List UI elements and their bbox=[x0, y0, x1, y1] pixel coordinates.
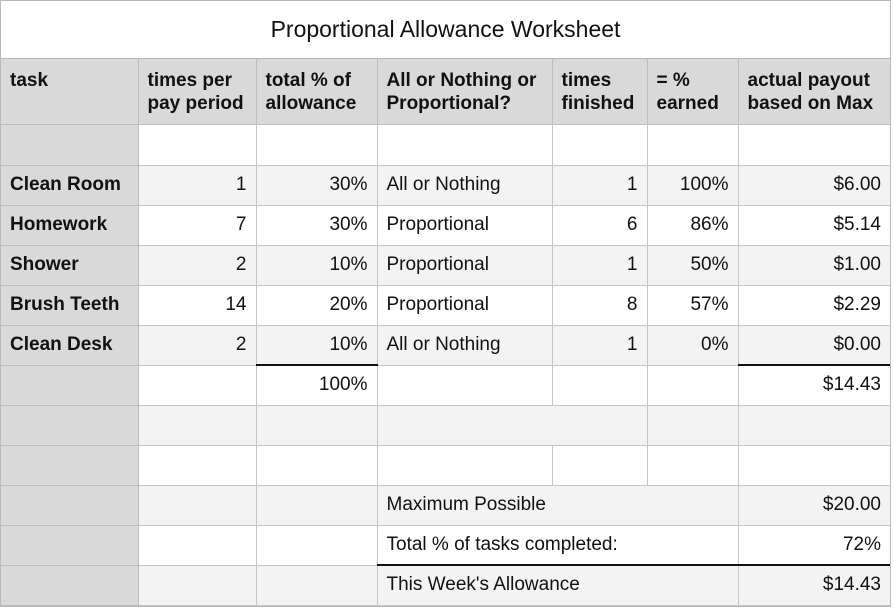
task-cell[interactable]: Clean Desk bbox=[1, 325, 138, 365]
cell[interactable] bbox=[138, 405, 256, 445]
cell[interactable] bbox=[138, 525, 256, 565]
times-cell[interactable]: 7 bbox=[138, 205, 256, 245]
type-cell[interactable]: All or Nothing bbox=[377, 165, 552, 205]
cell[interactable] bbox=[138, 124, 256, 165]
pct-cell[interactable]: 10% bbox=[256, 325, 377, 365]
summary-label[interactable]: This Week's Allowance bbox=[377, 565, 738, 605]
type-cell[interactable]: Proportional bbox=[377, 245, 552, 285]
cell[interactable] bbox=[256, 405, 377, 445]
row-header-cell[interactable] bbox=[1, 124, 138, 165]
cell[interactable] bbox=[256, 445, 377, 485]
earned-cell[interactable]: 100% bbox=[647, 165, 738, 205]
table-row bbox=[1, 285, 890, 325]
sheet-title: Proportional Allowance Worksheet bbox=[1, 1, 890, 59]
header-times-per-pay-period[interactable]: times per pay period bbox=[138, 59, 256, 124]
payout-cell[interactable]: $5.14 bbox=[738, 205, 890, 245]
row-header-cell[interactable] bbox=[1, 565, 138, 605]
cell[interactable] bbox=[138, 485, 256, 525]
header-task[interactable]: task bbox=[1, 59, 138, 124]
row-header-cell[interactable] bbox=[1, 525, 138, 565]
summary-value[interactable]: $14.43 bbox=[738, 565, 890, 605]
finished-cell[interactable]: 6 bbox=[552, 205, 647, 245]
summary-row bbox=[1, 485, 890, 525]
earned-cell[interactable]: 0% bbox=[647, 325, 738, 365]
cell[interactable] bbox=[647, 405, 738, 445]
table-row bbox=[1, 245, 890, 285]
header-percent-earned[interactable]: = % earned bbox=[647, 59, 738, 124]
summary-row bbox=[1, 565, 890, 605]
cell[interactable] bbox=[377, 124, 552, 165]
finished-cell[interactable]: 1 bbox=[552, 325, 647, 365]
row-header-cell[interactable] bbox=[1, 445, 138, 485]
table-row bbox=[1, 325, 890, 365]
task-cell[interactable]: Homework bbox=[1, 205, 138, 245]
payout-cell[interactable]: $0.00 bbox=[738, 325, 890, 365]
cell[interactable] bbox=[256, 124, 377, 165]
cell[interactable] bbox=[138, 565, 256, 605]
summary-label[interactable]: Total % of tasks completed: bbox=[377, 525, 738, 565]
earned-cell[interactable]: 57% bbox=[647, 285, 738, 325]
times-cell[interactable]: 2 bbox=[138, 245, 256, 285]
pct-cell[interactable]: 10% bbox=[256, 245, 377, 285]
times-cell[interactable]: 1 bbox=[138, 165, 256, 205]
row-header-cell[interactable] bbox=[1, 365, 138, 405]
cell[interactable] bbox=[647, 445, 738, 485]
type-cell[interactable]: Proportional bbox=[377, 205, 552, 245]
cell[interactable] bbox=[552, 445, 647, 485]
cell[interactable] bbox=[647, 365, 738, 405]
cell[interactable] bbox=[552, 365, 647, 405]
summary-row bbox=[1, 525, 890, 565]
allowance-table bbox=[1, 59, 890, 606]
task-cell[interactable]: Brush Teeth bbox=[1, 285, 138, 325]
times-cell[interactable]: 14 bbox=[138, 285, 256, 325]
pct-cell[interactable]: 30% bbox=[256, 205, 377, 245]
cell[interactable] bbox=[138, 365, 256, 405]
payout-cell[interactable]: $6.00 bbox=[738, 165, 890, 205]
totals-row bbox=[1, 365, 890, 405]
payout-cell[interactable]: $2.29 bbox=[738, 285, 890, 325]
pct-cell[interactable]: 30% bbox=[256, 165, 377, 205]
table-row bbox=[1, 165, 890, 205]
finished-cell[interactable]: 1 bbox=[552, 165, 647, 205]
cell[interactable] bbox=[377, 365, 552, 405]
table-row bbox=[1, 445, 890, 485]
type-cell[interactable]: All or Nothing bbox=[377, 325, 552, 365]
cell[interactable] bbox=[552, 124, 647, 165]
header-row bbox=[1, 59, 890, 124]
cell[interactable] bbox=[256, 485, 377, 525]
task-cell[interactable]: Shower bbox=[1, 245, 138, 285]
times-cell[interactable]: 2 bbox=[138, 325, 256, 365]
row-header-cell[interactable] bbox=[1, 485, 138, 525]
header-total-percent[interactable]: total % of allowance bbox=[256, 59, 377, 124]
task-cell[interactable]: Clean Room bbox=[1, 165, 138, 205]
cell[interactable] bbox=[738, 124, 890, 165]
summary-value[interactable]: $20.00 bbox=[738, 485, 890, 525]
total-pct-cell[interactable]: 100% bbox=[256, 365, 377, 405]
cell[interactable] bbox=[138, 445, 256, 485]
table-row bbox=[1, 205, 890, 245]
summary-value[interactable]: 72% bbox=[738, 525, 890, 565]
finished-cell[interactable]: 8 bbox=[552, 285, 647, 325]
table-row bbox=[1, 405, 890, 445]
cell[interactable] bbox=[377, 445, 552, 485]
cell[interactable] bbox=[738, 445, 890, 485]
merged-cell[interactable] bbox=[377, 405, 647, 445]
cell[interactable] bbox=[256, 565, 377, 605]
header-type[interactable]: All or Nothing or Proportional? bbox=[377, 59, 552, 124]
payout-cell[interactable]: $1.00 bbox=[738, 245, 890, 285]
row-header-cell[interactable] bbox=[1, 405, 138, 445]
cell[interactable] bbox=[256, 525, 377, 565]
pct-cell[interactable]: 20% bbox=[256, 285, 377, 325]
type-cell[interactable]: Proportional bbox=[377, 285, 552, 325]
header-times-finished[interactable]: times finished bbox=[552, 59, 647, 124]
finished-cell[interactable]: 1 bbox=[552, 245, 647, 285]
table-row bbox=[1, 124, 890, 165]
total-payout-cell[interactable]: $14.43 bbox=[738, 365, 890, 405]
earned-cell[interactable]: 86% bbox=[647, 205, 738, 245]
cell[interactable] bbox=[738, 405, 890, 445]
header-actual-payout[interactable]: actual payout based on Max bbox=[738, 59, 890, 124]
cell[interactable] bbox=[647, 124, 738, 165]
summary-label[interactable]: Maximum Possible bbox=[377, 485, 738, 525]
earned-cell[interactable]: 50% bbox=[647, 245, 738, 285]
